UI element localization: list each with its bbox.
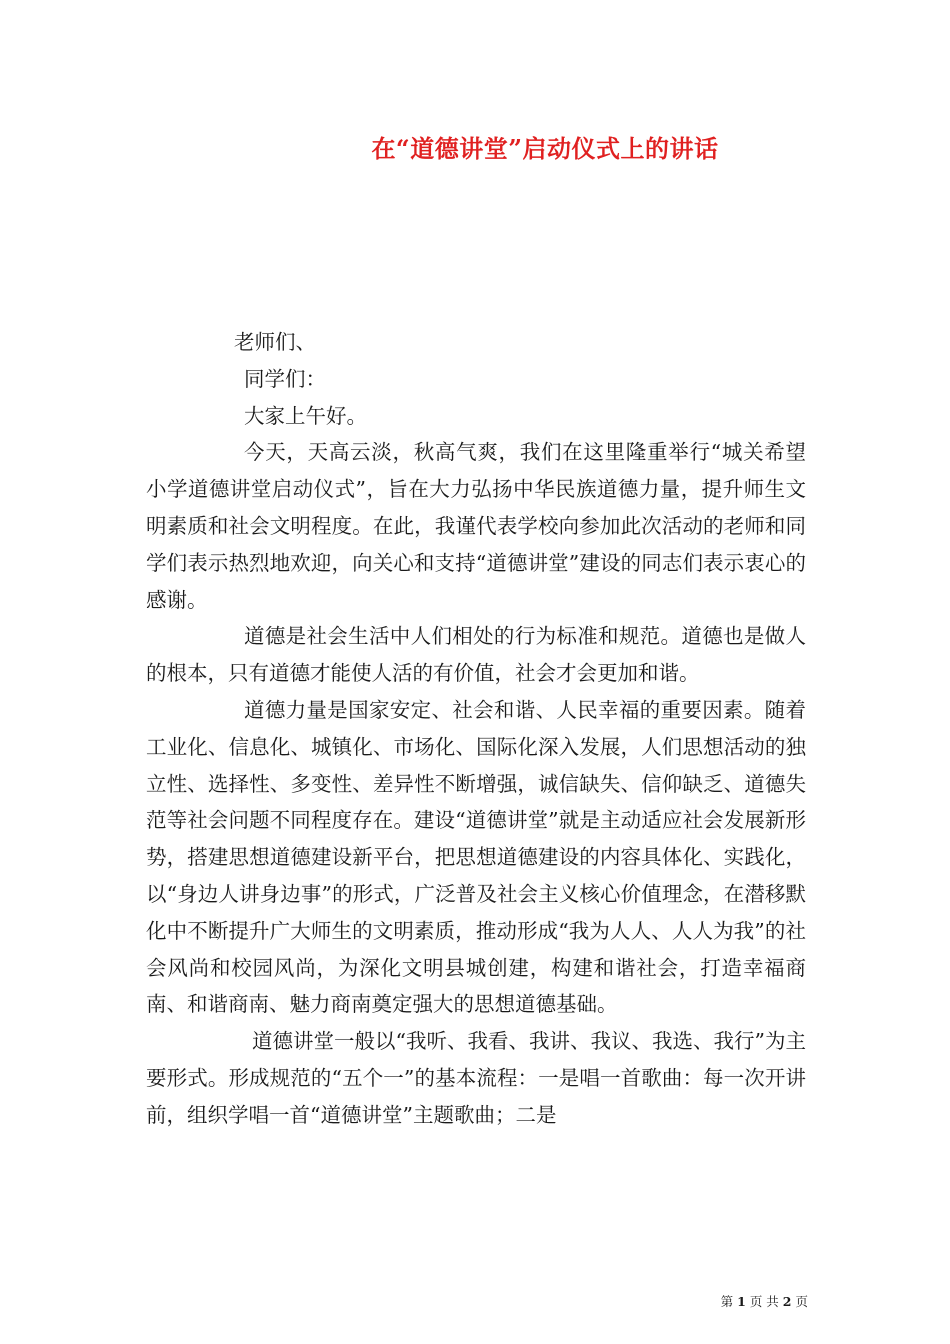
salutation-teachers: 老师们、 xyxy=(234,330,316,354)
paragraph-moral-strength: 道德力量是国家安定、社会和谐、人民幸福的重要因素。随着工业化、信息化、城镇化、市场化、国际化深入发展，人们思想活动的独立性、选择性、多变性、差异性不断增强，诚信缺失、信仰缺乏、道德失范等社会问题不同程度存在。建设“道德讲堂”就是主动适应社会发展新形势，搭建思想道德建设新平台，把思想道德建设的内容具体化、实践化，以“身边人讲身边事”的形式，广泛普及社会主义核心价值理念，在潜移默化中不断提升广大师生的文明素质，推动形成“我为人人、人人为我”的社会风尚和校园风尚，为深化文明县城创建，构建和谐社会，打造幸福商南、和谐商南、魅力商南奠定强大的思想道德基础。 xyxy=(146,697,806,1017)
page-footer xyxy=(721,1292,808,1310)
footer-current-page: 1 xyxy=(737,1294,746,1309)
footer-suffix: 页 xyxy=(795,1294,808,1309)
footer-total-pages: 2 xyxy=(782,1294,792,1309)
salutation-greeting: 大家上午好。 xyxy=(244,403,367,428)
document-title: 在“道德讲堂”启动仪式上的讲话 xyxy=(371,134,719,163)
document-body xyxy=(146,324,806,1134)
paragraph-lecture-format: 道德讲堂一般以“我听、我看、我讲、我议、我选、我行”为主要形式。形成规范的“五个一”的基本流程：一是唱一首歌曲：每一次开讲前，组织学唱一首“道德讲堂”主题歌曲；二是 xyxy=(146,1029,806,1127)
paragraph-morality-definition: 道德是社会生活中人们相处的行为标准和规范。道德也是做人的根本，只有道德才能使人活的有价值，社会才会更加和谐。 xyxy=(146,624,806,686)
footer-prefix: 第 xyxy=(720,1294,734,1309)
salutation-students: 同学们： xyxy=(244,366,326,391)
paragraph-opening: 今天，天高云淡，秋高气爽，我们在这里隆重举行“城关希望小学道德讲堂启动仪式”，旨在大力弘扬中华民族道德力量，提升师生文明素质和社会文明程度。在此，我谨代表学校向参加此次活动的老师和同学们表示热烈地欢迎，向关心和支持“道德讲堂”建设的同志们表示衷心的感谢。 xyxy=(146,440,806,612)
footer-middle: 页 共 xyxy=(749,1294,779,1309)
